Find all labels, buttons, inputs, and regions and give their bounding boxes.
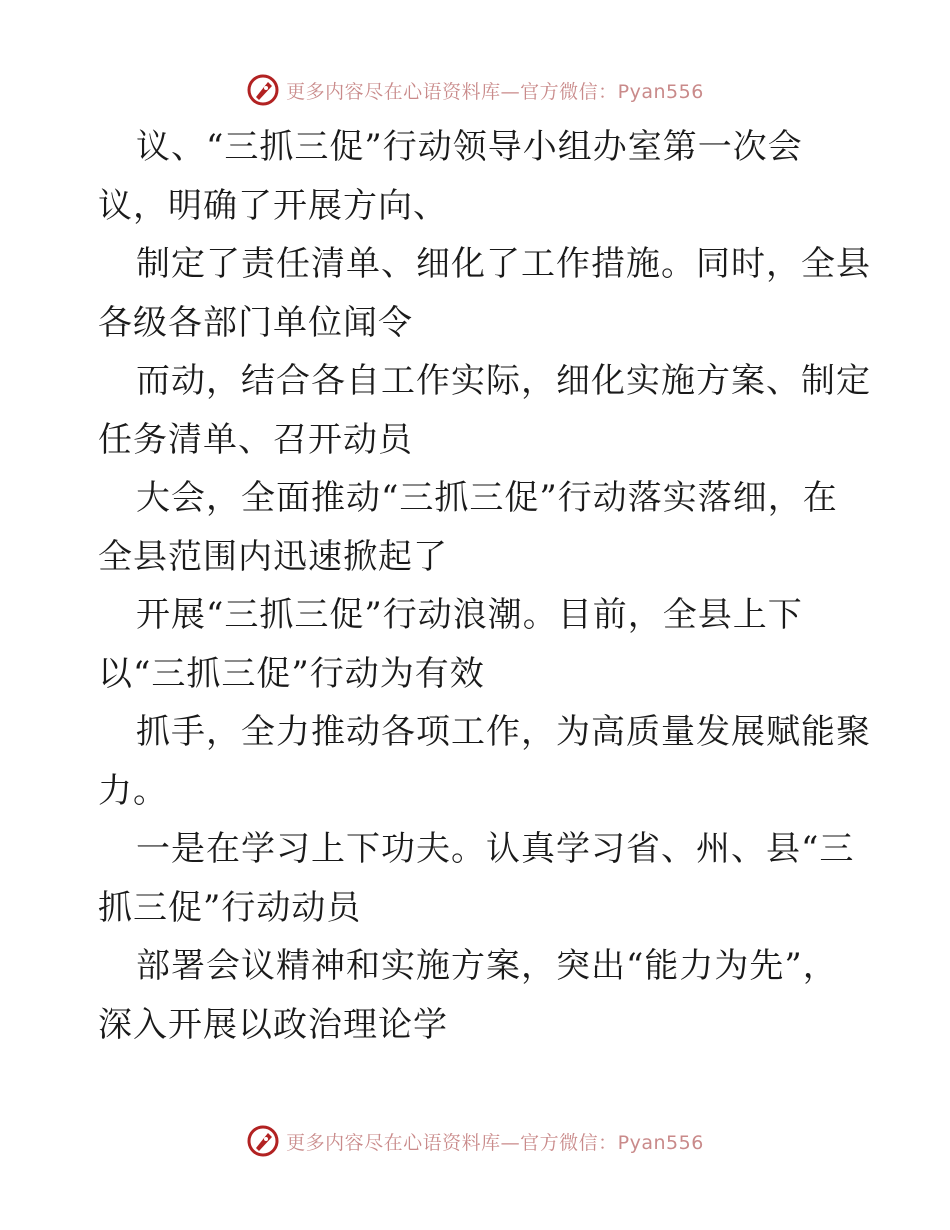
text-line: 以“三抓三促”行动为有效 <box>98 653 485 694</box>
text-line: 议、“三抓三促”行动领导小组办室第一次会 <box>136 127 803 167</box>
text-line: 一是在学习上下功夫。认真学习省、州、县“三 <box>136 829 855 869</box>
document-body <box>98 118 871 1054</box>
text-line: 全县范围内迅速掀起了 <box>98 536 448 577</box>
text-line: 部署会议精神和实施方案，突出“能力为先”， <box>136 946 838 986</box>
text-line: 抓三促”行动动员 <box>98 887 362 928</box>
header-banner <box>0 70 950 110</box>
text-line: 而动，结合各自工作实际，细化实施方案、制定 <box>136 361 871 401</box>
pen-nib-logo-icon <box>246 73 280 107</box>
header-banner-dash: — <box>500 80 521 103</box>
pen-nib-logo-icon <box>246 1124 280 1158</box>
footer-banner <box>0 1121 950 1161</box>
footer-wechat-id: 官方微信：Pyan556 <box>520 1131 704 1154</box>
text-line: 深入开展以政治理论学 <box>98 1004 448 1045</box>
text-line: 大会，全面推动“三抓三促”行动落实落细，在 <box>136 478 838 518</box>
text-line: 力。 <box>98 770 168 811</box>
text-line: 任务清单、召开动员 <box>98 419 413 460</box>
footer-banner-title: 更多内容尽在心语资料库 <box>286 1131 501 1154</box>
footer-banner-text <box>286 1128 704 1155</box>
header-banner-title: 更多内容尽在心语资料库 <box>286 80 501 103</box>
text-line: 各级各部门单位闻令 <box>98 302 413 343</box>
text-line: 开展“三抓三促”行动浪潮。目前，全县上下 <box>136 595 803 635</box>
text-line: 制定了责任清单、细化了工作措施。同时，全县 <box>136 244 871 284</box>
text-line: 议，明确了开展方向、 <box>98 185 448 226</box>
header-banner-text <box>286 77 704 104</box>
text-line: 抓手，全力推动各项工作，为高质量发展赋能聚 <box>136 712 871 752</box>
footer-banner-dash: — <box>500 1131 521 1154</box>
header-wechat-id: 官方微信：Pyan556 <box>520 80 704 103</box>
